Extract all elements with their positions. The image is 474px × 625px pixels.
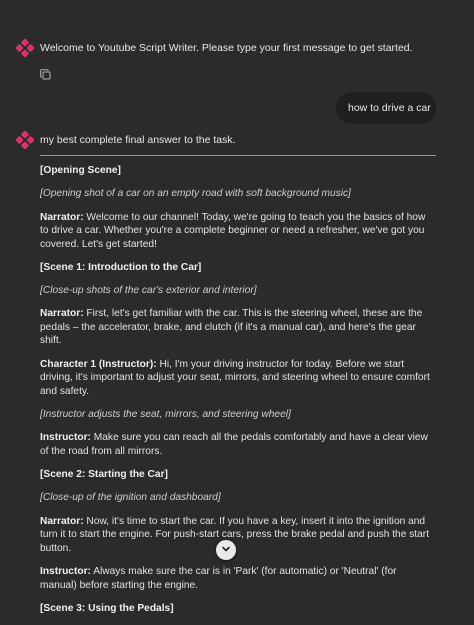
stage-direction: [Opening shot of a car on an empty road with soft background music] bbox=[40, 188, 351, 200]
chevron-down-icon bbox=[221, 541, 231, 559]
answer-body bbox=[40, 164, 436, 625]
bot-avatar-icon bbox=[16, 39, 34, 57]
dialogue-line bbox=[40, 431, 436, 458]
dialogue-text: First, let's get familiar with the car. This is the steering wheel, these are the pedals – the accelerator, brake, and clutch (if it's a manual car), and here's the gear shift. bbox=[40, 308, 423, 347]
scene-heading: [Scene 3: Using the Pedals] bbox=[40, 602, 174, 614]
scene-heading: [Scene 2: Starting the Car] bbox=[40, 469, 168, 481]
bot-avatar-icon bbox=[16, 131, 34, 149]
copy-icon[interactable] bbox=[40, 67, 52, 79]
dialogue-text: Welcome to our channel! Today, we're going to teach you the basics of how to drive a car. Whether you're a complete beginner or need a refresher, we've got you covered. Let's get started! bbox=[40, 211, 426, 250]
dialogue-line bbox=[40, 307, 436, 348]
scroll-down-button[interactable] bbox=[216, 540, 236, 560]
welcome-message: Welcome to Youtube Script Writer. Please type your first message to get started. bbox=[40, 42, 413, 54]
speaker-label: Narrator: bbox=[40, 308, 84, 320]
dialogue-text: Hi, I'm your driving instructor for today. Before we start driving, it's important to adjust your seat, mirrors, and steering wheel to ensure comfort and safety. bbox=[40, 358, 430, 397]
divider bbox=[40, 155, 436, 156]
stage-direction: [Instructor adjusts the seat, mirrors, and steering wheel] bbox=[40, 409, 291, 421]
speaker-label: Instructor: bbox=[40, 432, 91, 444]
dialogue-text: Make sure you can reach all the pedals comfortably and have a clear view of the road from all mirrors. bbox=[40, 432, 428, 457]
speaker-label: Character 1 (Instructor): bbox=[40, 358, 157, 370]
speaker-label: Narrator: bbox=[40, 211, 84, 223]
dialogue-line bbox=[40, 515, 436, 556]
speaker-label: Narrator: bbox=[40, 515, 84, 527]
dialogue-line bbox=[40, 358, 436, 399]
speaker-label: Instructor: bbox=[40, 566, 91, 578]
scene-heading: [Scene 1: Introduction to the Car] bbox=[40, 261, 202, 273]
stage-direction: [Close-up of the ignition and dashboard] bbox=[40, 492, 221, 504]
dialogue-text: Now, it's time to start the car. If you have a key, insert it into the ignition and turn it to start the engine. For push-start cars, press the brake pedal and push the start button. bbox=[40, 515, 430, 554]
user-message-bubble bbox=[336, 92, 436, 124]
scene-heading: [Opening Scene] bbox=[40, 165, 121, 176]
dialogue-line bbox=[40, 565, 436, 592]
stage-direction: [Close-up shots of the car's exterior and interior] bbox=[40, 285, 257, 297]
dialogue-line bbox=[40, 211, 436, 252]
dialogue-text: Always make sure the car is in 'Park' (for automatic) or 'Neutral' (for manual) before starting the engine. bbox=[40, 566, 397, 591]
user-message-text: how to drive a car bbox=[348, 102, 431, 114]
answer-intro: my best complete final answer to the task. bbox=[40, 134, 236, 146]
